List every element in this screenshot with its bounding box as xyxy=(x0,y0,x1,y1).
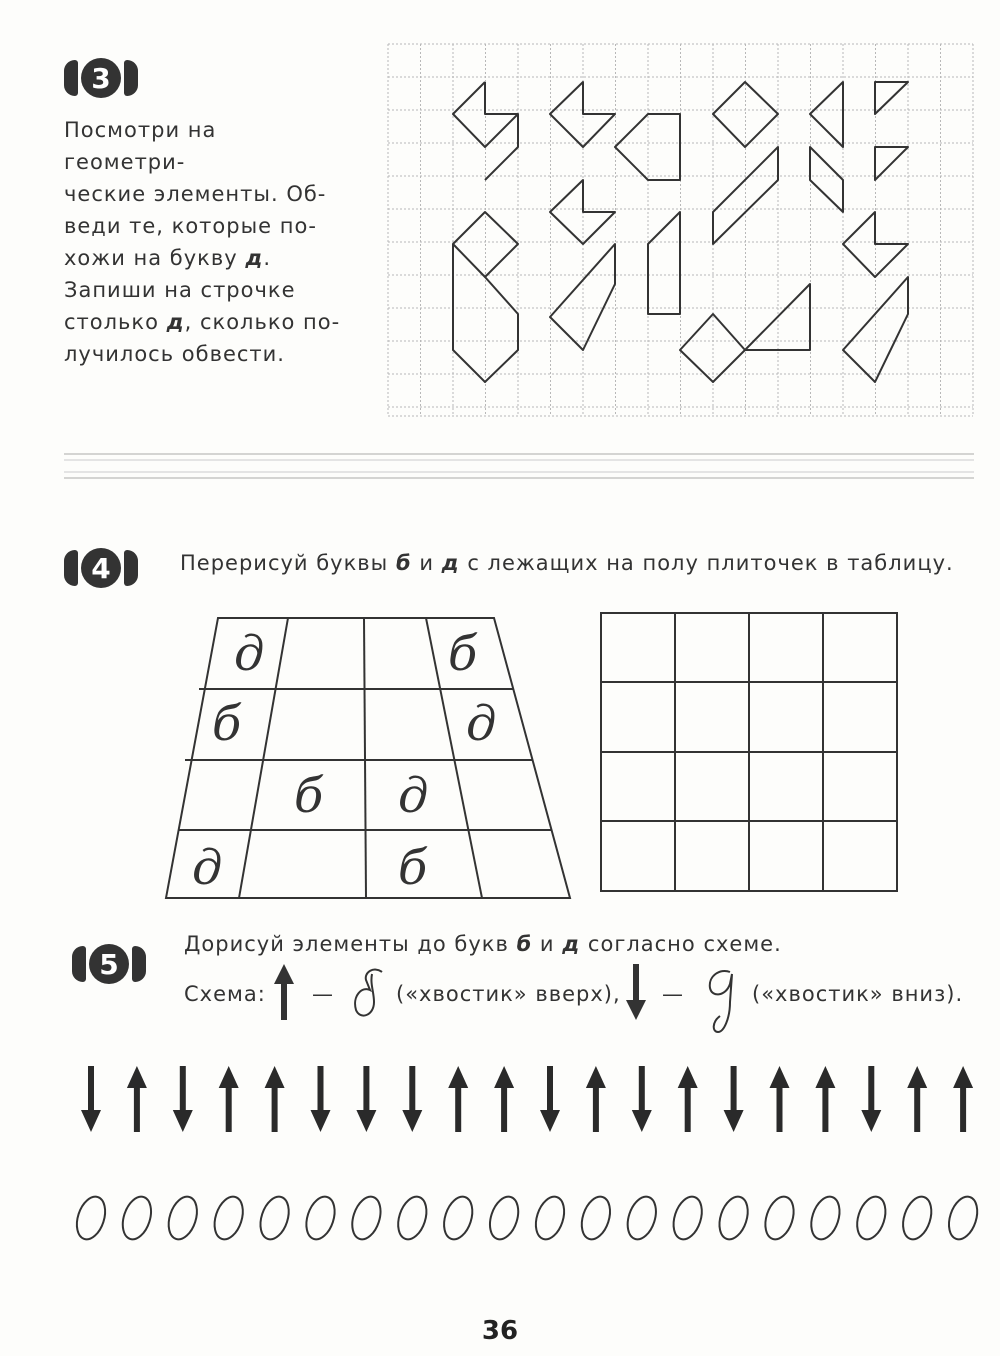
tile-letter: д xyxy=(192,840,223,896)
oval-element[interactable] xyxy=(669,1193,707,1243)
oval-element[interactable] xyxy=(531,1193,569,1243)
letter-b: б xyxy=(395,551,412,575)
cursive-d-icon xyxy=(702,966,738,1038)
shape-8 xyxy=(550,180,615,244)
arrow-down-icon xyxy=(311,1066,331,1132)
answer-table-grid[interactable] xyxy=(600,612,900,894)
arrow-down-icon xyxy=(402,1066,422,1132)
geometric-elements-grid xyxy=(388,44,974,418)
down-note: («хвостик» вниз). xyxy=(752,982,964,1006)
arrow-up-icon xyxy=(907,1066,927,1132)
task5-instruction: Дорисуй элементы до букв б и д согласно схеме. xyxy=(184,932,782,956)
oval-element[interactable] xyxy=(577,1193,615,1243)
oval-element[interactable] xyxy=(164,1193,202,1243)
arrow-up-icon xyxy=(219,1066,239,1132)
shape-5-tail xyxy=(810,147,843,212)
arrow-down-icon xyxy=(540,1066,560,1132)
task4-badge xyxy=(64,548,138,588)
tile-letter: б xyxy=(294,768,324,824)
task4-instruction: Перерисуй буквы б и д с лежащих на полу плиточек в таблицу. xyxy=(180,551,954,575)
scheme-label: Схема: xyxy=(184,982,266,1006)
oval-element[interactable] xyxy=(301,1193,339,1243)
oval-element[interactable] xyxy=(118,1193,156,1243)
task3-line: столько д, сколько по- xyxy=(64,310,341,334)
arrow-up-icon xyxy=(586,1066,606,1132)
oval-element[interactable] xyxy=(347,1193,385,1243)
task3-badge xyxy=(64,58,138,98)
task3-instruction xyxy=(64,114,344,370)
oval-element[interactable] xyxy=(255,1193,293,1243)
scheme-dash-2: — xyxy=(662,982,684,1006)
shape-11 xyxy=(843,212,908,277)
oval-element[interactable] xyxy=(439,1193,477,1243)
arrow-down-icon xyxy=(173,1066,193,1132)
task3-number: 3 xyxy=(81,58,121,98)
task3-line: ческие элементы. Об- xyxy=(64,182,327,206)
page-number: 36 xyxy=(481,1316,519,1346)
arrow-down-icon xyxy=(356,1066,376,1132)
oval-element[interactable] xyxy=(806,1193,844,1243)
oval-element[interactable] xyxy=(485,1193,523,1243)
scheme-dash: — xyxy=(312,982,334,1006)
task3-line: веди те, которые по- xyxy=(64,214,317,238)
shape-1-tail xyxy=(485,114,518,180)
shape-6-b xyxy=(875,147,908,180)
arrow-up-icon xyxy=(494,1066,514,1132)
letter-d: д xyxy=(166,310,185,334)
oval-element[interactable] xyxy=(944,1193,982,1243)
oval-element[interactable] xyxy=(852,1193,890,1243)
task5-badge xyxy=(72,944,146,984)
task3-line: Посмотри на геометри- xyxy=(64,118,217,174)
arrow-up-icon xyxy=(815,1066,835,1132)
arrow-up-icon xyxy=(770,1066,790,1132)
letter-d: д xyxy=(441,551,460,575)
tile-letter: д xyxy=(466,696,497,752)
shape-5 xyxy=(810,82,843,147)
task3-line: Запиши на строчке xyxy=(64,278,296,302)
answer-writing-line xyxy=(64,446,974,486)
arrow-down-icon xyxy=(632,1066,652,1132)
arrow-down-icon xyxy=(724,1066,744,1132)
arrow-up-icon xyxy=(265,1066,285,1132)
oval-element[interactable] xyxy=(714,1193,752,1243)
arrow-down-icon xyxy=(861,1066,881,1132)
oval-element[interactable] xyxy=(760,1193,798,1243)
arrow-up-icon xyxy=(448,1066,468,1132)
arrow-down-icon xyxy=(81,1066,101,1132)
letter-b: б xyxy=(516,932,533,956)
oval-element[interactable] xyxy=(72,1193,110,1243)
shape-6 xyxy=(875,82,908,114)
oval-element[interactable] xyxy=(898,1193,936,1243)
task3-line: хожи на букву д. xyxy=(64,246,272,270)
oval-element[interactable] xyxy=(210,1193,248,1243)
arrow-up-icon xyxy=(678,1066,698,1132)
tile-letter: д xyxy=(398,768,429,824)
arrow-down-icon xyxy=(624,962,648,1022)
direction-arrows-row xyxy=(72,1064,982,1136)
shape-3 xyxy=(615,114,680,180)
cursive-b-icon xyxy=(350,966,384,1024)
letter-d: д xyxy=(245,246,264,270)
arrow-up-icon xyxy=(953,1066,973,1132)
floor-tiles-trapezoid xyxy=(164,612,574,904)
tile-letter: б xyxy=(398,840,428,896)
task5-number: 5 xyxy=(89,944,129,984)
tile-letter: б xyxy=(448,626,478,682)
task3-line: лучилось обвести. xyxy=(64,342,285,366)
oval-elements-row[interactable] xyxy=(72,1190,982,1246)
tile-letter: д xyxy=(234,626,265,682)
up-note: («хвостик» вверх), xyxy=(396,982,621,1006)
letter-d: д xyxy=(562,932,581,956)
oval-element[interactable] xyxy=(393,1193,431,1243)
task4-number: 4 xyxy=(81,548,121,588)
arrow-up-icon xyxy=(272,962,296,1022)
shape-9 xyxy=(648,212,680,314)
tile-letter: б xyxy=(212,696,242,752)
oval-element[interactable] xyxy=(623,1193,661,1243)
arrow-up-icon xyxy=(127,1066,147,1132)
